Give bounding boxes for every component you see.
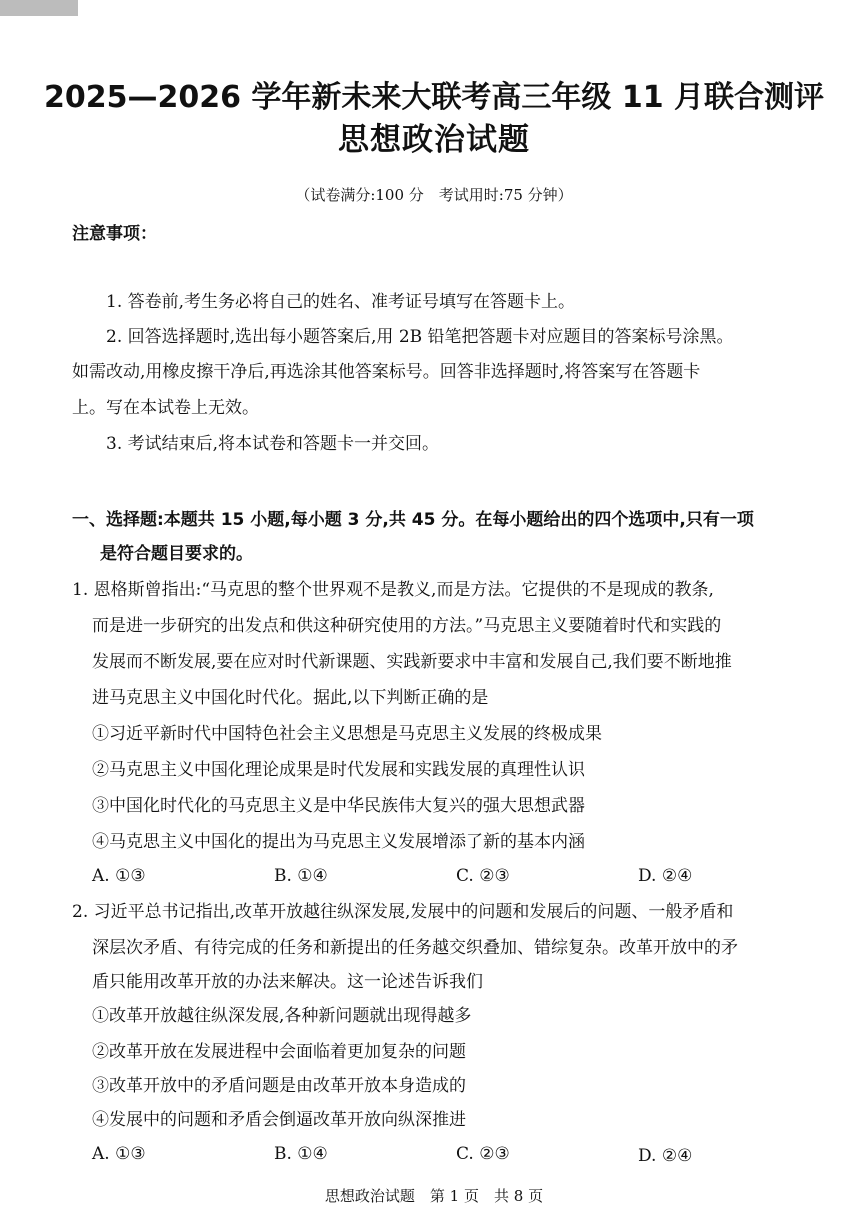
statement: ②马克思主义中国化理论成果是时代发展和实践发展的真理性认识 [92, 760, 585, 780]
option-b: B. ①④ [274, 1144, 328, 1164]
notice-line: 上。写在本试卷上无效。 [72, 398, 259, 418]
option-b: B. ①④ [274, 866, 328, 886]
exam-title: 2025—2026 学年新未来大联考高三年级 11 月联合测评 [43, 80, 825, 115]
statement: ④发展中的问题和矛盾会倒逼改革开放向纵深推进 [92, 1110, 466, 1130]
statement: ①改革开放越往纵深发展,各种新问题就出现得越多 [92, 1006, 472, 1026]
option-a: A. ①③ [92, 866, 146, 886]
notice-line: 2. 回答选择题时,选出每小题答案后,用 2B 铅笔把答题卡对应题目的答案标号涂黑。 [106, 327, 734, 347]
question-stem: 2. 习近平总书记指出,改革开放越往纵深发展,发展中的问题和发展后的问题、一般矛盾和 [72, 902, 734, 922]
notice-line: 1. 答卷前,考生务必将自己的姓名、准考证号填写在答题卡上。 [106, 292, 576, 312]
option-c: C. ②③ [456, 1144, 510, 1164]
option-d: D. ②④ [638, 866, 693, 886]
option-a: A. ①③ [92, 1144, 146, 1164]
statement: ④马克思主义中国化的提出为马克思主义发展增添了新的基本内涵 [92, 832, 585, 852]
statement: ③中国化时代化的马克思主义是中华民族伟大复兴的强大思想武器 [92, 796, 585, 816]
section-heading: 一、选择题:本题共 15 小题,每小题 3 分,共 45 分。在每小题给出的四个选项中,只有一项 [72, 510, 754, 530]
notice-heading: 注意事项： [72, 224, 157, 244]
notice-line: 3. 考试结束后,将本试卷和答题卡一并交回。 [106, 434, 440, 454]
option-c: C. ②③ [456, 866, 510, 886]
section-heading-cont: 是符合题目要求的。 [100, 544, 253, 564]
statement: ①习近平新时代中国特色社会主义思想是马克思主义发展的终极成果 [92, 724, 602, 744]
question-stem: 发展而不断发展,要在应对时代新课题、实践新要求中丰富和发展自己,我们要不断地推 [92, 652, 732, 672]
statement: ②改革开放在发展进程中会面临着更加复杂的问题 [92, 1042, 466, 1062]
statement: ③改革开放中的矛盾问题是由改革开放本身造成的 [92, 1076, 466, 1096]
question-stem: 进马克思主义中国化时代化。据此,以下判断正确的是 [92, 688, 489, 708]
question-stem: 深层次矛盾、有待完成的任务和新提出的任务越交织叠加、错综复杂。改革开放中的矛 [92, 938, 738, 958]
question-stem: 1. 恩格斯曾指出:“马克思的整个世界观不是教义,而是方法。它提供的不是现成的教条, [72, 580, 714, 600]
exam-meta: （试卷满分:100 分 考试用时:75 分钟） [295, 186, 573, 204]
page-footer: 思想政治试题 第 1 页 共 8 页 [324, 1187, 544, 1205]
option-d: D. ②④ [638, 1146, 693, 1166]
question-stem: 而是进一步研究的出发点和供这种研究使用的方法。”马克思主义要随着时代和实践的 [92, 616, 722, 636]
notice-line: 如需改动,用橡皮擦干净后,再选涂其他答案标号。回答非选择题时,将答案写在答题卡 [72, 362, 701, 382]
question-stem: 盾只能用改革开放的办法来解决。这一论述告诉我们 [92, 972, 483, 992]
subject-title: 思想政治试题 [338, 122, 530, 158]
